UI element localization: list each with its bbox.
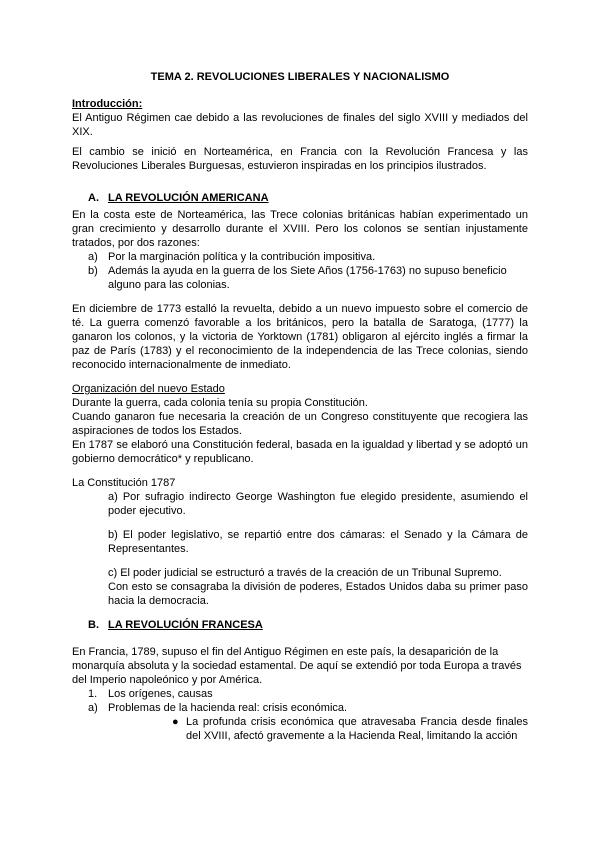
section-a-paragraph-2: En diciembre de 1773 estalló la revuelta, debido a un nuevo impuesto sobre el comercio de té. La guerra comenzó favorable a los británicos, pero la batalla de Saratoga, (1777) la ganaron los colonos, y la victoria de Yorktown (1781) obligaron al ejército inglés a firmar la paz de París (1783) y el reconocimiento de la independencia de las Trece colonias, siendo reconocido internacionalmente de inmediato.	[72, 303, 528, 371]
list-item	[72, 687, 528, 701]
constitution-conclusion: Con esto se consagraba la división de poderes, Estados Unidos daba su primer paso hacia la democracia.	[108, 581, 528, 607]
constitution-point-b: b) El poder legislativo, se repartió entre dos cámaras: el Senado y la Cámara de Representantes.	[108, 529, 528, 555]
list-item	[72, 264, 528, 292]
organization-line-3: En 1787 se elaboró una Constitución federal, basada en la igualdad y libertad y se adoptó un gobierno democrático* y republicano.	[72, 439, 528, 465]
document-page	[72, 70, 528, 743]
list-marker: b)	[88, 265, 98, 277]
list-text: Por la marginación política y la contribución impositiva.	[108, 251, 376, 263]
section-b-heading	[72, 618, 528, 632]
organization-heading: Organización del nuevo Estado	[72, 383, 225, 395]
organization-line-2: Cuando ganaron fue necesaria la creación de un Congreso constituyente que recogiera las aspiraciones de todos los Estados.	[72, 411, 528, 437]
organization-line-1: Durante la guerra, cada colonia tenía su propia Constitución.	[72, 397, 368, 409]
bullet-text: La profunda crisis económica que atravesaba Francia desde finales del XVIII, afectó gravemente a la Hacienda Real, limitando la acción	[186, 716, 528, 742]
section-b-title: LA REVOLUCIÓN FRANCESA	[108, 619, 263, 631]
bullet-item	[72, 715, 528, 743]
intro-paragraph-2: El cambio se inició en Norteamérica, en Francia con la Revolución Francesa y las Revoluciones Liberales Burguesas, estuvieron inspiradas en los principios ilustrados.	[72, 146, 528, 172]
section-a-paragraph-1: En la costa este de Norteamérica, las Trece colonias británicas habían experimentado un gran crecimiento y desarrollo durante el XVIII. Pero los colonos se sentían injustamente tratados, por dos razones:	[72, 209, 528, 249]
section-b-letter: B.	[88, 619, 99, 631]
list-marker: a)	[88, 702, 98, 714]
bullet-icon: ●	[172, 716, 179, 728]
section-b-paragraph-1: En Francia, 1789, supuso el fin del Antiguo Régimen en este país, la desaparición de la monarquía absoluta y la sociedad estamental. De aquí se extendió por toda Europa a través del Imperio napoleónico y por América.	[72, 646, 522, 686]
section-a-title: LA REVOLUCIÓN AMERICANA	[108, 192, 269, 204]
list-item	[72, 701, 528, 715]
list-text: Además la ayuda en la guerra de los Siete Años (1756-1763) no supuso beneficio alguno para las colonias.	[108, 265, 507, 291]
section-a-heading	[72, 191, 528, 205]
constitution-point-c: c) El poder judicial se estructuró a través de la creación de un Tribunal Supremo.	[108, 567, 502, 579]
list-text: Los orígenes, causas	[108, 688, 213, 700]
section-a-letter: A.	[88, 192, 99, 204]
list-marker: a)	[88, 251, 98, 263]
constitution-point-a: a) Por sufragio indirecto George Washington fue elegido presidente, asumiendo el poder ejecutivo.	[108, 491, 528, 517]
list-text: Problemas de la hacienda real: crisis económica.	[108, 702, 348, 714]
reasons-list	[72, 250, 528, 292]
constitution-heading: La Constitución 1787	[72, 477, 176, 489]
intro-paragraph-1: El Antiguo Régimen cae debido a las revoluciones de finales del siglo XVIII y mediados del XIX.	[72, 112, 528, 138]
intro-heading: Introducción:	[72, 98, 143, 110]
list-marker: 1.	[88, 688, 98, 700]
document-title: TEMA 2. REVOLUCIONES LIBERALES Y NACIONALISMO	[150, 71, 450, 83]
list-item	[72, 250, 528, 264]
